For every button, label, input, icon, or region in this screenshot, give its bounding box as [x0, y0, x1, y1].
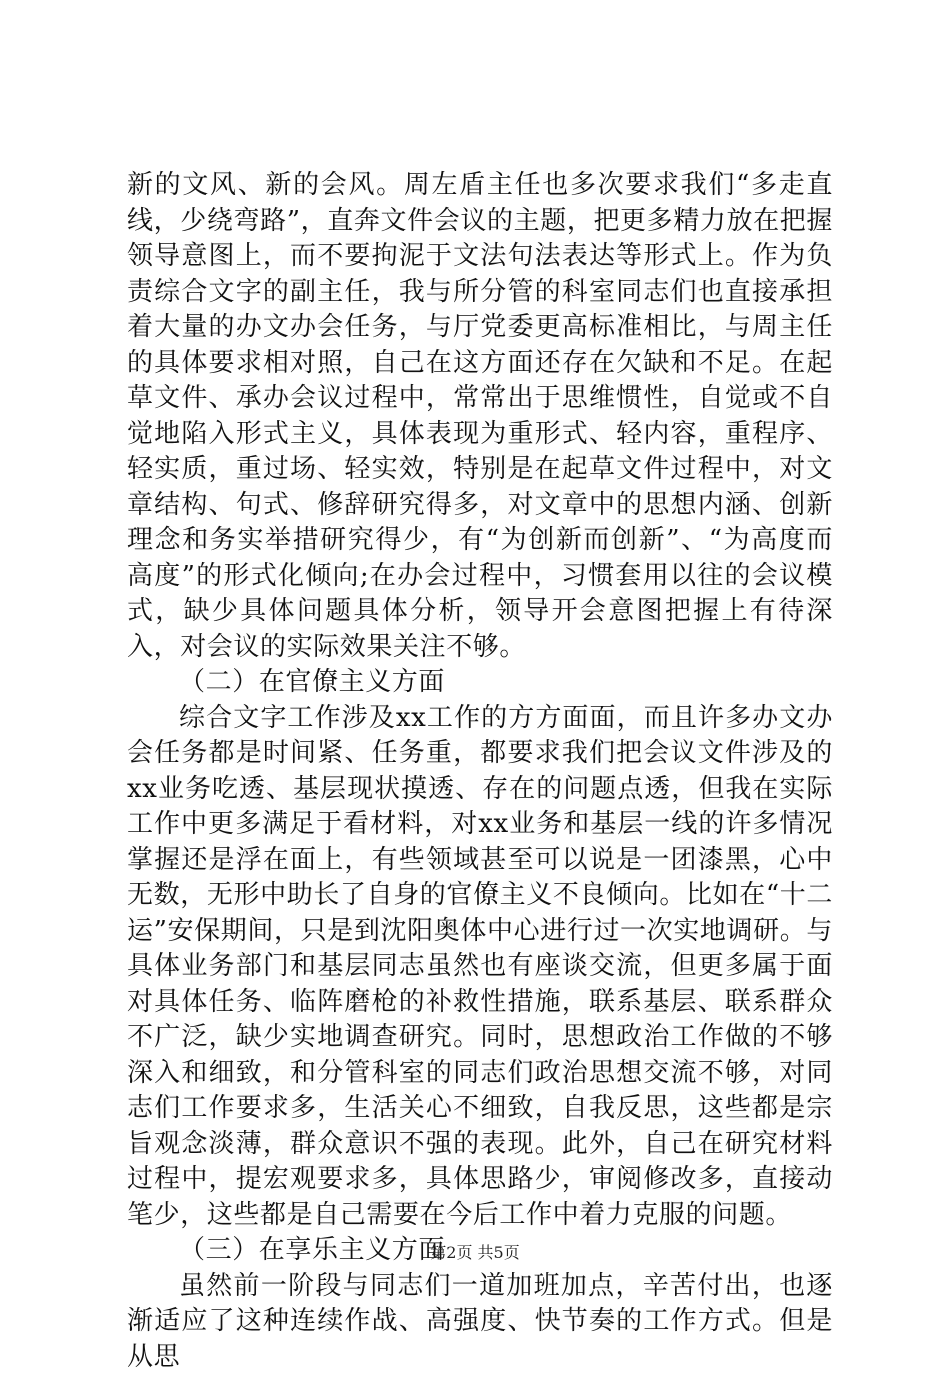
paragraph-hedonism: 虽然前一阶段与同志们一道加班加点，辛苦付出，也逐渐适应了这种连续作战、高强度、快节奏的工作方式。但是从思: [127, 1269, 833, 1375]
paragraph-bureaucratism: 综合文字工作涉及xx工作的方方面面，而且许多办文办会任务都是时间紧、任务重，都要求我们把会议文件涉及的xx业务吃透、基层现状摸透、存在的问题点透，但我在实际工作中更多满足于看材料，对xx业务和基层一线的许多情况掌握还是浮在面上，有些领域甚至可以说是一团漆黑，心中无数，无形中助长了自身的官僚主义不良倾向。比如在“十二运”安保期间，只是到沈阳奥体中心进行过一次实地调研。与具体业务部门和基层同志虽然也有座谈交流，但更多属于面对具体任务、临阵磨枪的补救性措施，联系基层、联系群众不广泛，缺少实地调查研究。同时，思想政治工作做的不够深入和细致，和分管科室的同志们政治思想交流不够，对同志们工作要求多，生活关心不细致，自我反思，这些都是宗旨观念淡薄，群众意识不强的表现。此外，自己在研究材料过程中，提宏观要求多，具体思路少，审阅修改多，直接动笔少，这些都是自己需要在今后工作中着力克服的问题。: [127, 701, 833, 1234]
section-heading-bureaucratism: （二）在官僚主义方面: [127, 665, 833, 701]
page-number-footer: 第2页 共5页: [0, 1240, 950, 1263]
section-heading-hedonism: （三）在享乐主义方面: [127, 1233, 833, 1269]
paragraph-continuation: 新的文风、新的会风。周左盾主任也多次要求我们“多走直线，少绕弯路”，直奔文件会议的主题，把更多精力放在把握领导意图上，而不要拘泥于文法句法表达等形式上。作为负责综合文字的副主任，我与所分管的科室同志们也直接承担着大量的办文办会任务，与厅党委更高标准相比，与周主任的具体要求相对照，自己在这方面还存在欠缺和不足。在起草文件、承办会议过程中，常常出于思维惯性，自觉或不自觉地陷入形式主义，具体表现为重形式、轻内容，重程序、轻实质，重过场、轻实效，特别是在起草文件过程中，对文章结构、句式、修辞研究得多，对文章中的思想内涵、创新理念和务实举措研究得少，有“为创新而创新”、“为高度而高度”的形式化倾向;在办会过程中，习惯套用以往的会议模式，缺少具体问题具体分析，领导开会意图把握上有待深入，对会议的实际效果关注不够。: [127, 168, 833, 665]
document-body: [127, 168, 833, 1375]
